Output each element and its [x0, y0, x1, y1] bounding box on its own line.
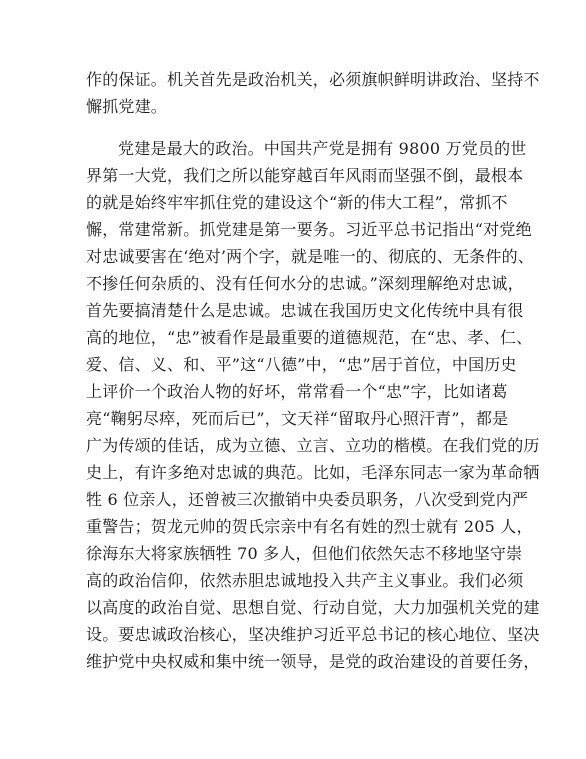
body-paragraph	[86, 66, 540, 120]
text-line: 牲 6 位亲人，还曾被三次撤销中央委员职务，八次受到党内严	[86, 490, 529, 509]
text-line: 以高度的政治自觉、思想自觉、行动自觉，大力加强机关党的建	[86, 598, 540, 617]
text-line: 广为传颂的佳话，成为立德、立言、立功的楷模。在我们党的历	[86, 436, 540, 455]
text-line: 懈抓党建。	[86, 97, 168, 116]
document-page	[86, 66, 540, 675]
text-line: 首先要搞清楚什么是忠诚。忠诚在我国历史文化传统中具有很	[86, 301, 524, 320]
text-line: 作的保证。机关首先是政治机关，必须旗帜鲜明讲政治、坚持不	[86, 70, 540, 89]
text-line: 重警告；贺龙元帅的贺氏宗亲中有名有姓的烈士就有 205 人，	[86, 517, 533, 536]
text-line: 徐海东大将家族牺牲 70 多人，但他们依然矢志不移地坚守崇	[86, 544, 523, 563]
text-line: 对忠诚要害在‘绝对’两个字，就是唯一的、彻底的、无条件的、	[86, 247, 534, 266]
text-line: 不掺任何杂质的、没有任何水分的忠诚。”深刻理解绝对忠诚，	[86, 274, 524, 293]
text-line: 设。要忠诚政治核心，坚决维护习近平总书记的核心地位、坚决	[86, 625, 540, 644]
text-line: 亮“鞠躬尽瘁，死而后已”，文天祥“留取丹心照汗青”，都是	[86, 409, 509, 428]
text-line: 高的地位，“忠”被看作是最重要的道德规范，在“忠、孝、仁、	[86, 328, 533, 347]
text-line: 懈，常建常新。抓党建是第一要务。习近平总书记指出“对党绝	[86, 220, 532, 239]
text-line: 的就是始终牢牢抓住党的建设这个“新的伟大工程”，常抓不	[86, 193, 508, 212]
text-line: 上评价一个政治人物的好坏，常常看一个“忠”字，比如诸葛	[86, 382, 508, 401]
text-line: 史上，有许多绝对忠诚的典范。比如，毛泽东同志一家为革命牺	[86, 463, 540, 482]
text-line: 爱、信、义、和、平”这“八德”中，“忠”居于首位，中国历史	[86, 355, 517, 374]
text-line: 界第一大党，我们之所以能穿越百年风雨而坚强不倒，最根本	[86, 166, 524, 185]
text-line: 维护党中央权威和集中统一领导，是党的政治建设的首要任务，	[86, 652, 540, 671]
body-paragraph	[86, 135, 540, 675]
text-line: 高的政治信仰，依然赤胆忠诚地投入共产主义事业。我们必须	[86, 571, 524, 590]
text-line: 党建是最大的政治。中国共产党是拥有 9800 万党员的世	[118, 139, 527, 158]
